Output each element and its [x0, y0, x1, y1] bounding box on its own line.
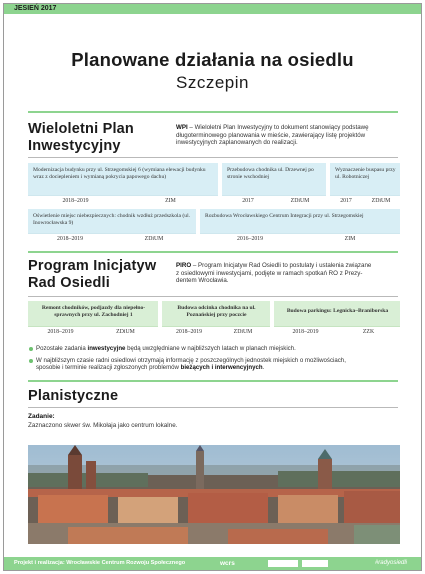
piro-card-1 — [28, 301, 158, 336]
season-label: JESIEŃ 2017 — [14, 5, 57, 12]
card-text: Budowa odcinka chodnika na ul. Poznańskiej przy poczcie — [177, 305, 256, 318]
wcrs-logo: wcrs — [220, 560, 235, 567]
wpi-card-5 — [200, 209, 400, 243]
piro-card-2 — [162, 301, 270, 336]
card-years: 2018–2019 — [56, 236, 84, 242]
card-text: Oświetlenie miejsc niebezpiecznych: chodnik wzdłuż przedszkola (ul. Inowrocławska 9) — [33, 213, 191, 226]
piro-desc-line2: z osiedlowymi inwestycjami, podjęte w ramach spotkań RO z Prezy- — [176, 269, 363, 277]
card-text: Przebudowa chodnika ul. Drzewnej po stronie wschodniej — [227, 167, 314, 180]
partner-logo-icon — [302, 560, 328, 567]
card-unit: ZDiUM — [290, 198, 310, 204]
card-years: 2017 — [340, 198, 352, 204]
piro-description — [176, 262, 398, 285]
wpi-title — [28, 121, 134, 155]
page-title: Planowane działania na osiedlu — [71, 49, 354, 70]
wpi-desc-line1: – Wieloletni Plan Inwestycyjny to dokument stanowiący podstawę — [187, 124, 369, 131]
card-unit: ZZK — [362, 329, 375, 335]
card-unit: ZDiUM — [233, 329, 253, 335]
bullet-bold: inwestycyjne — [87, 345, 126, 352]
bullet-item-2 — [36, 357, 400, 372]
card-years: 2017 — [242, 198, 254, 204]
task-label: Zadanie: — [28, 413, 55, 420]
bullet-text: Pozostałe zadania — [36, 345, 88, 352]
piro-desc-line3: dentem Wrocławia. — [176, 277, 229, 285]
section-divider — [28, 251, 398, 253]
wroclaw-logo-icon — [268, 560, 298, 567]
card-text: Rozbudowa Wrocławskiego Centrum Integracji przy ul. Strzegomskiej — [205, 213, 364, 219]
card-unit: ZIM — [165, 198, 176, 204]
bullet-text: sposobie i terminie realizacji zgłoszonych problemów — [36, 364, 181, 372]
city-skyline-image — [28, 445, 400, 544]
card-unit: ZDiUM — [144, 236, 164, 242]
city-photo — [28, 445, 400, 544]
task-text: Zaznaczono skwer św. Mikołaja jako centrum lokalne. — [28, 422, 178, 429]
card-text: Budowa parkingu: Legnicka–Braniborska — [286, 308, 389, 314]
card-meta-row — [28, 195, 218, 205]
card-meta-row — [330, 195, 400, 205]
page-subtitle: Szczepin — [176, 73, 249, 92]
footer-bar — [4, 557, 421, 570]
card-years: 2018–2019 — [47, 329, 74, 335]
wpi-card-3 — [330, 163, 400, 205]
bullet-item-1 — [36, 345, 396, 352]
wpi-desc-line2: długoterminowego planowania w mieście, zawierający listę projektów — [176, 131, 366, 139]
card-text: Remont chodników, podjazdy dla niepełno-sprawnych przy ul. Zachodniej 1 — [41, 305, 146, 318]
bullet-bold: bieżących i interwencyjnych — [180, 364, 263, 372]
bullet-text: W najbliższym czasie radni osiedlowi otrzymają informację z poszczególnych jednostek miejskich o możliwościach, — [36, 357, 346, 364]
wpi-title-line1: Wieloletni Plan — [28, 121, 134, 137]
footer-hashtag: #radyosiedli — [374, 560, 407, 566]
top-bar — [4, 4, 421, 14]
card-meta-row — [222, 195, 326, 205]
section-divider — [28, 380, 398, 382]
piro-title — [28, 258, 156, 292]
wpi-card-4 — [28, 209, 196, 243]
card-unit: ZDiUM — [116, 329, 135, 335]
piro-title-line1: Program Inicjatyw — [28, 258, 157, 274]
card-text: Wyznaczenie buspasu przy ul. Robotniczej — [335, 167, 396, 180]
wpi-title-line2: Inwestycyjny — [28, 138, 121, 154]
piro-title-line2: Rad Osiedli — [28, 275, 110, 291]
card-meta-row — [274, 326, 400, 336]
green-dot-icon — [29, 347, 33, 351]
card-meta-row — [28, 326, 158, 336]
card-years: 2018–2019 — [62, 198, 89, 204]
card-text: Modernizacja budynku przy ul. Strzegomskiej 6 (wymiana elewacji budynku wraz z dociepleniem i wymianą pokrycia papowego dachu) — [33, 167, 206, 180]
bullet-text: będą uwzględniane w najbliższych latach w planach miejskich. — [125, 345, 296, 352]
card-meta-row — [200, 233, 400, 243]
card-unit: ZIM — [344, 236, 356, 242]
piro-desc-line1: – Program Inicjatyw Rad Osiedli to postulaty i ustalenia związane — [191, 262, 372, 269]
wpi-divider — [28, 157, 398, 158]
wpi-description — [176, 124, 398, 147]
footer-credit: Projekt i realizacja: Wrocławskie Centrum Rozwoju Społecznego — [14, 560, 186, 566]
planistyczne-divider — [28, 407, 398, 408]
card-years: 2018–2019 — [292, 329, 319, 335]
card-unit: ZDiUM — [371, 198, 391, 204]
bullet-text: . — [262, 364, 265, 372]
card-years: 2018–2019 — [175, 329, 203, 335]
piro-card-3 — [274, 301, 400, 336]
wpi-desc-line3: inwestycyjnych zaplanowanych do realizacji. — [176, 139, 298, 147]
card-meta-row — [162, 326, 270, 336]
piro-divider — [28, 296, 398, 297]
planistyczne-title: Planistyczne — [28, 388, 119, 404]
card-meta-row — [28, 233, 196, 243]
card-years: 2016–2019 — [236, 236, 264, 242]
wpi-card-2 — [222, 163, 326, 205]
piro-abbrev: PIRO — [176, 262, 192, 269]
wpi-card-1 — [28, 163, 218, 205]
wpi-abbrev: WPI — [176, 124, 188, 131]
green-dot-icon — [29, 359, 33, 363]
section-divider — [28, 111, 398, 113]
